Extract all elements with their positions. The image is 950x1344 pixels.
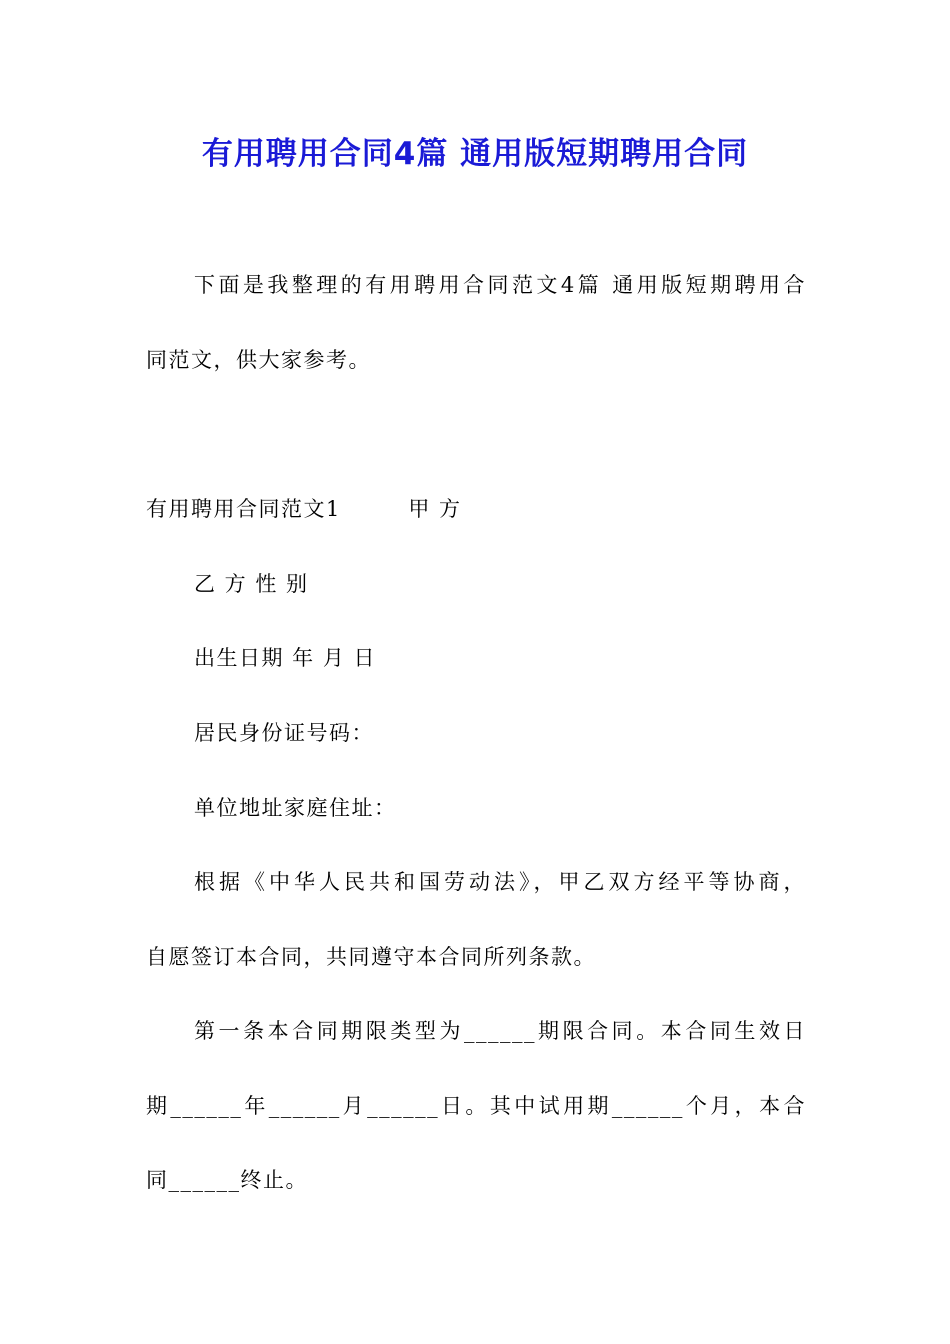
section-heading: 有用聘用合同范文1 甲 方 [146, 497, 462, 521]
clause-line: 期______年______月______日。其中试用期______个月，本合 [146, 1094, 806, 1118]
document-title: 有用聘用合同4篇 通用版短期聘用合同 [201, 136, 749, 172]
clause-line: 同______终止。 [146, 1168, 308, 1192]
paragraph-line: 根据《中华人民共和国劳动法》，甲乙双方经平等协商， [194, 870, 806, 894]
intro-line-1: 下面是我整理的有用聘用合同范文4篇 通用版短期聘用合 [194, 273, 806, 297]
field-id-number: 居民身份证号码： [194, 721, 374, 745]
field-address: 单位地址家庭住址： [194, 796, 397, 820]
field-birth-date: 出生日期 年 月 日 [194, 646, 377, 670]
field-party-b-gender: 乙 方 性 别 [194, 572, 309, 596]
paragraph-line: 自愿签订本合同，共同遵守本合同所列条款。 [146, 945, 596, 969]
intro-line-2: 同范文，供大家参考。 [146, 348, 371, 372]
clause-line: 第一条本合同期限类型为______期限合同。本合同生效日 [194, 1019, 806, 1043]
